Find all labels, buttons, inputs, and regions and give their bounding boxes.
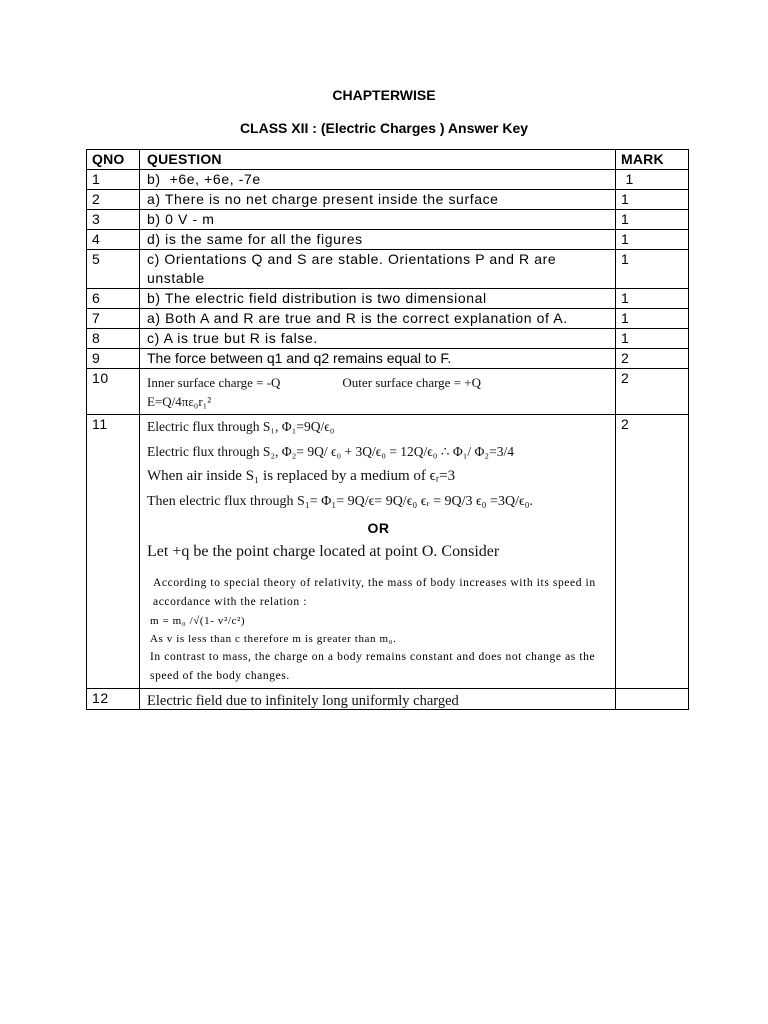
relativity-paragraph: According to special theory of relativity, the mass of body increases with its speed in accordance with the relation : [153, 577, 596, 608]
qno-cell: 7 [87, 309, 140, 329]
table-row [87, 230, 689, 250]
header-question: QUESTION [140, 150, 616, 170]
mark-cell: 2 [616, 369, 689, 415]
qno-cell: 10 [87, 369, 140, 415]
qno-cell: 1 [87, 170, 140, 190]
document-subtitle: CLASS XII : (Electric Charges ) Answer Key [239, 120, 529, 136]
qno-cell: 4 [87, 230, 140, 250]
table-header-row [87, 150, 689, 170]
document-title: CHAPTERWISE [332, 87, 436, 103]
mark-cell [616, 689, 689, 710]
qno-cell: 9 [87, 349, 140, 369]
mark-cell: 1 [616, 210, 689, 230]
table-row [87, 190, 689, 210]
electric-field-formula: E=Q/4πε₀r₁² [147, 394, 212, 409]
table-row [87, 250, 689, 289]
flux-s1-line: Electric flux through S₁, Φ₁=9Q/ϵ₀ [147, 419, 335, 434]
mark-cell: 1 [616, 329, 689, 349]
qno-cell: 5 [87, 250, 140, 289]
table-row [87, 289, 689, 309]
mass-formula: m = m₀ /√(1- v²/c²) [150, 615, 246, 627]
table-row [87, 689, 689, 710]
qno-cell: 11 [87, 415, 140, 689]
inner-surface-charge: Inner surface charge = -Q [147, 375, 281, 390]
header-qno: QNO [87, 150, 140, 170]
question-cell: b) +6e, +6e, -7e [140, 170, 616, 190]
mark-cell: 1 [616, 309, 689, 329]
header-mark: MARK [616, 150, 689, 170]
flux-medium-line: Then electric flux through S₁= Φ₁= 9Q/ϵ= 9Q/ϵ₀ ϵᵣ = 9Q/3 ϵ₀ =3Q/ϵ₀. [147, 494, 534, 509]
table-row [87, 170, 689, 190]
table-row [87, 349, 689, 369]
or-separator: OR [367, 520, 390, 536]
question-cell: b) The electric field distribution is two dimensional [140, 289, 616, 309]
mass-note: As v is less than c therefore m is greater than m₀. [150, 633, 397, 645]
medium-line: When air inside S₁ is replaced by a medium of ϵᵣ=3 [147, 468, 456, 484]
question-cell [140, 415, 616, 689]
question-cell: d) is the same for all the figures [140, 230, 616, 250]
question-cell: c) A is true but R is false. [140, 329, 616, 349]
table-row [87, 210, 689, 230]
question-cell: b) 0 V - m [140, 210, 616, 230]
flux-s2-line: Electric flux through S₂, Φ₂= 9Q/ ϵ₀ + 3Q/ϵ₀ = 12Q/ϵ₀ ∴ Φ₁/ Φ₂=3/4 [147, 443, 514, 459]
surface-charges-line [147, 376, 610, 389]
mark-cell: 2 [616, 349, 689, 369]
qno-cell: 3 [87, 210, 140, 230]
question-cell [140, 369, 616, 415]
point-charge-line: Let +q be the point charge located at point O. Consider [147, 543, 500, 560]
outer-surface-charge: Outer surface charge = +Q [342, 375, 482, 390]
table-row [87, 309, 689, 329]
answer-key-table [86, 149, 689, 710]
qno-cell: 12 [87, 689, 140, 710]
question-cell: c) Orientations Q and S are stable. Orientations P and R are unstable [140, 250, 616, 289]
qno-cell: 6 [87, 289, 140, 309]
qno-cell: 2 [87, 190, 140, 210]
mark-cell: 1 [616, 170, 689, 190]
mark-cell: 1 [616, 289, 689, 309]
question-cell [140, 689, 616, 710]
question-cell: a) Both A and R are true and R is the correct explanation of A. [140, 309, 616, 329]
table-row [87, 369, 689, 415]
mark-cell: 1 [616, 190, 689, 210]
mark-cell: 1 [616, 230, 689, 250]
question-cell: The force between q1 and q2 remains equal to F. [140, 349, 616, 369]
mark-cell: 1 [616, 250, 689, 289]
question-cell: a) There is no net charge present inside the surface [140, 190, 616, 210]
charge-invariance-paragraph: In contrast to mass, the charge on a body remains constant and does not change as the speed of the body changes. [150, 651, 596, 682]
electric-field-line: Electric field due to infinitely long uniformly charged [147, 693, 459, 709]
qno-cell: 8 [87, 329, 140, 349]
table-row [87, 415, 689, 689]
mark-cell: 2 [616, 415, 689, 689]
table-row [87, 329, 689, 349]
